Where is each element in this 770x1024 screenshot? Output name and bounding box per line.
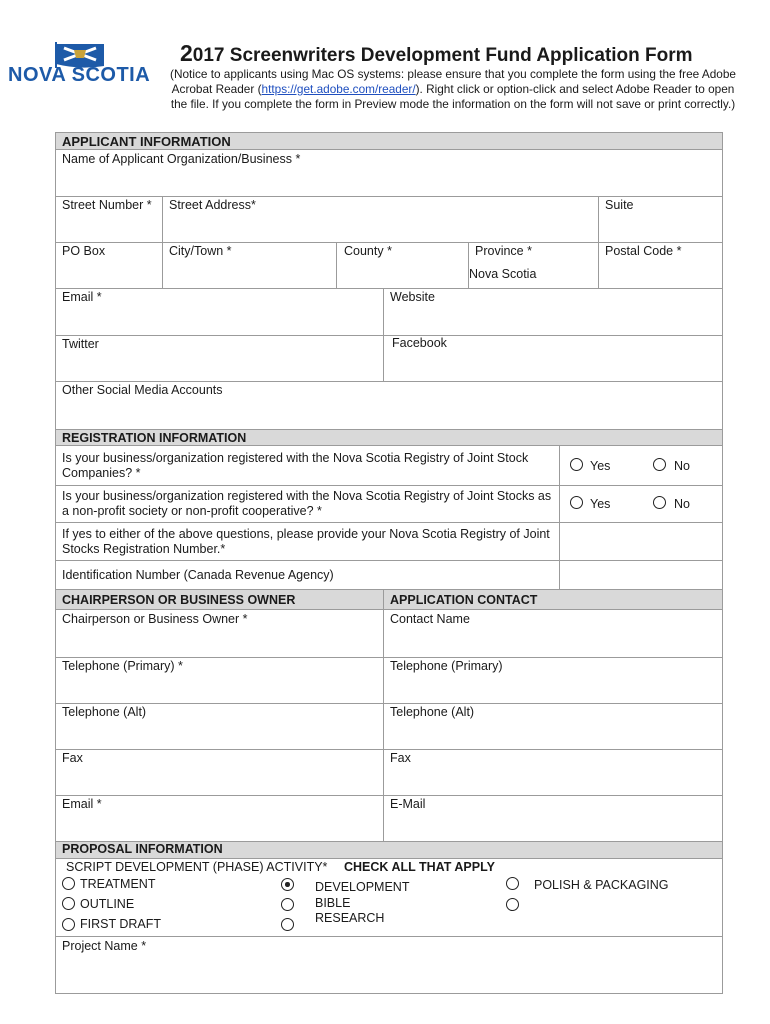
contact-tel-alt-label: Telephone (Alt) bbox=[390, 705, 475, 719]
city-label: City/Town * bbox=[169, 244, 232, 258]
research-radio[interactable] bbox=[281, 918, 294, 931]
chair-email-label: Email * bbox=[62, 797, 102, 811]
joint-stock-yes-label: Yes bbox=[590, 459, 611, 473]
bible-radio[interactable] bbox=[281, 898, 294, 911]
application-form bbox=[55, 132, 723, 994]
contact-email-label: E-Mail bbox=[390, 797, 426, 811]
outline-radio[interactable] bbox=[62, 897, 75, 910]
suite-label: Suite bbox=[605, 198, 634, 212]
province-label: Province * bbox=[475, 244, 532, 258]
street-number-label: Street Number * bbox=[62, 198, 152, 212]
facebook-label: Facebook bbox=[392, 336, 447, 350]
cra-number-label: Identification Number (Canada Revenue Agency) bbox=[62, 568, 334, 582]
joint-stock-no-label: No bbox=[674, 459, 690, 473]
non-profit-yes-radio[interactable] bbox=[570, 496, 583, 509]
treatment-label: TREATMENT bbox=[80, 877, 156, 891]
first-draft-label: FIRST DRAFT bbox=[80, 917, 162, 931]
polish-radio[interactable] bbox=[506, 877, 519, 890]
contact-section-title: APPLICATION CONTACT bbox=[390, 593, 538, 607]
polish-extra-radio[interactable] bbox=[506, 898, 519, 911]
chair-tel-primary-label: Telephone (Primary) * bbox=[62, 659, 183, 673]
contact-fax-label: Fax bbox=[390, 751, 411, 765]
chair-tel-alt-label: Telephone (Alt) bbox=[62, 705, 147, 719]
chair-fax-label: Fax bbox=[62, 751, 83, 765]
postal-code-label: Postal Code * bbox=[605, 244, 682, 258]
logo-wordmark: NOVA SCOTIA bbox=[8, 64, 151, 86]
dev-bible-research-labels: DEVELOPMENT BIBLE RESEARCH bbox=[315, 880, 410, 925]
chair-section-title: CHAIRPERSON OR BUSINESS OWNER bbox=[62, 593, 296, 607]
non-profit-no-label: No bbox=[674, 497, 690, 511]
email-label: Email * bbox=[62, 290, 102, 304]
check-all-label: CHECK ALL THAT APPLY bbox=[344, 860, 495, 874]
polish-packaging-label: POLISH & PACKAGING bbox=[534, 878, 669, 892]
development-radio[interactable] bbox=[281, 878, 294, 891]
joint-stock-question: Is your business/organization registered with the Nova Scotia Registry of Joint Stock Companies? * bbox=[62, 451, 529, 480]
first-draft-radio[interactable] bbox=[62, 918, 75, 931]
org-name-label: Name of Applicant Organization/Business * bbox=[62, 152, 301, 166]
nova-scotia-logo bbox=[4, 40, 164, 86]
joint-stock-no-radio[interactable] bbox=[653, 458, 666, 471]
website-label: Website bbox=[390, 290, 435, 304]
proposal-section-title: PROPOSAL INFORMATION bbox=[62, 842, 223, 856]
street-address-label: Street Address* bbox=[169, 198, 256, 212]
activity-label: SCRIPT DEVELOPMENT (PHASE) ACTIVITY* bbox=[66, 860, 328, 874]
joint-stock-yes-radio[interactable] bbox=[570, 458, 583, 471]
non-profit-no-radio[interactable] bbox=[653, 496, 666, 509]
twitter-label: Twitter bbox=[62, 337, 99, 351]
mac-os-notice: (Notice to applicants using Mac OS systems: please ensure that you complete the form using the free Adobe Acrobat Reader (https://get.adobe.com/reader/). Right click or option-click and select Adobe Reader to open the file. If you complete the form in Preview mode the information on the form will not save or print correctly.) bbox=[170, 67, 736, 111]
registration-section-title: REGISTRATION INFORMATION bbox=[62, 431, 247, 445]
contact-name-label: Contact Name bbox=[390, 612, 470, 626]
treatment-radio[interactable] bbox=[62, 877, 75, 890]
contact-tel-primary-label: Telephone (Primary) bbox=[390, 659, 503, 673]
page-title: 2017 Screenwriters Development Fund Application Form bbox=[180, 40, 693, 66]
chair-name-label: Chairperson or Business Owner * bbox=[62, 612, 248, 626]
outline-label: OUTLINE bbox=[80, 897, 135, 911]
adobe-reader-link[interactable]: https://get.adobe.com/reader/ bbox=[261, 82, 416, 96]
non-profit-yes-label: Yes bbox=[590, 497, 611, 511]
po-box-label: PO Box bbox=[62, 244, 106, 258]
non-profit-question: Is your business/organization registered with the Nova Scotia Registry of Joint Stocks as a non-profit society or non-profit cooperative? * bbox=[62, 489, 552, 518]
other-social-label: Other Social Media Accounts bbox=[62, 383, 223, 397]
project-name-label: Project Name * bbox=[62, 939, 147, 953]
registration-number-label: If yes to either of the above questions, please provide your Nova Scotia Registry of Joint Stocks Registration Number.* bbox=[62, 527, 550, 556]
county-label: County * bbox=[344, 244, 392, 258]
applicant-section-title: APPLICANT INFORMATION bbox=[62, 134, 231, 149]
province-field[interactable]: Nova Scotia bbox=[469, 267, 537, 281]
